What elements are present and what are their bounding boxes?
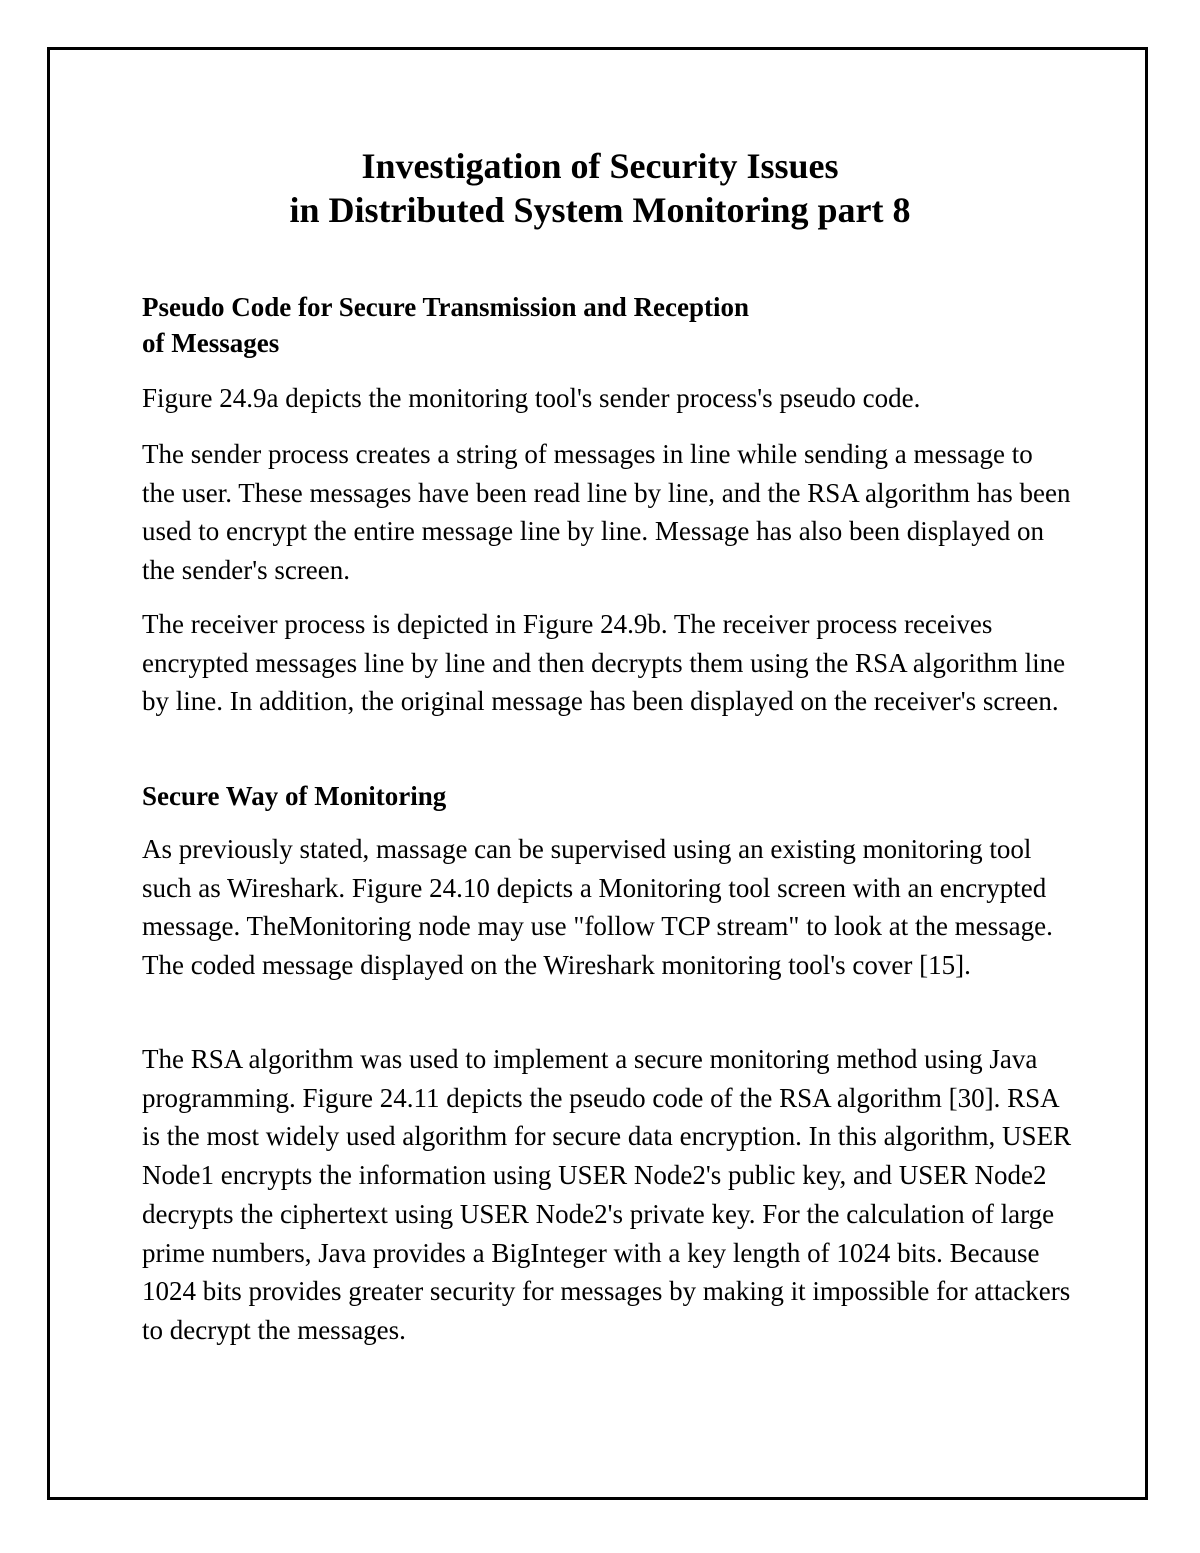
document-title	[0, 144, 1200, 232]
paragraph-sender-process: The sender process creates a string of messages in line while sending a message to the user. These messages have been read line by line, and the RSA algorithm has been used to encrypt the entire message line by line. Message has also been displayed on the sender's screen.	[142, 439, 1071, 586]
title-line-1: Investigation of Security Issues	[361, 146, 839, 186]
title-line-2: in Distributed System Monitoring part 8	[289, 190, 911, 230]
heading-line-2: of Messages	[142, 328, 280, 358]
paragraph-receiver-process: The receiver process is depicted in Figure 24.9b. The receiver process receives encrypted messages line by line and then decrypts them using the RSA algorithm line by line. In addition, the original message has been displayed on the receiver's screen.	[142, 609, 1066, 717]
paragraph-rsa-java: The RSA algorithm was used to implement a secure monitoring method using Java programming. Figure 24.11 depicts the pseudo code of the RSA algorithm [30]. RSA is the most widely used algorithm for secure data encryption. In this algorithm, USER Node1 encrypts the information using USER Node2's public key, and USER Node2 decrypts the ciphertext using USER Node2's private key. For the calculation of large prime numbers, Java provides a BigInteger with a key length of 1024 bits. Because 1024 bits provides greater security for messages by making it impossible for attackers to decrypt the messages.	[142, 1044, 1072, 1345]
section-heading-secure-monitoring: Secure Way of Monitoring	[142, 781, 447, 811]
paragraph-wireshark: As previously stated, massage can be supervised using an existing monitoring tool such as Wireshark. Figure 24.10 depicts a Monitoring tool screen with an encrypted message. TheMonitoring node may use "follow TCP stream" to look at the message. The coded message displayed on the Wireshark monitoring tool's cover [15].	[142, 834, 1053, 981]
paragraph-sender-intro: Figure 24.9a depicts the monitoring tool's sender process's pseudo code.	[142, 383, 921, 413]
heading-line-1: Pseudo Code for Secure Transmission and Reception	[142, 292, 750, 322]
section-heading-pseudo-code	[142, 289, 1082, 361]
